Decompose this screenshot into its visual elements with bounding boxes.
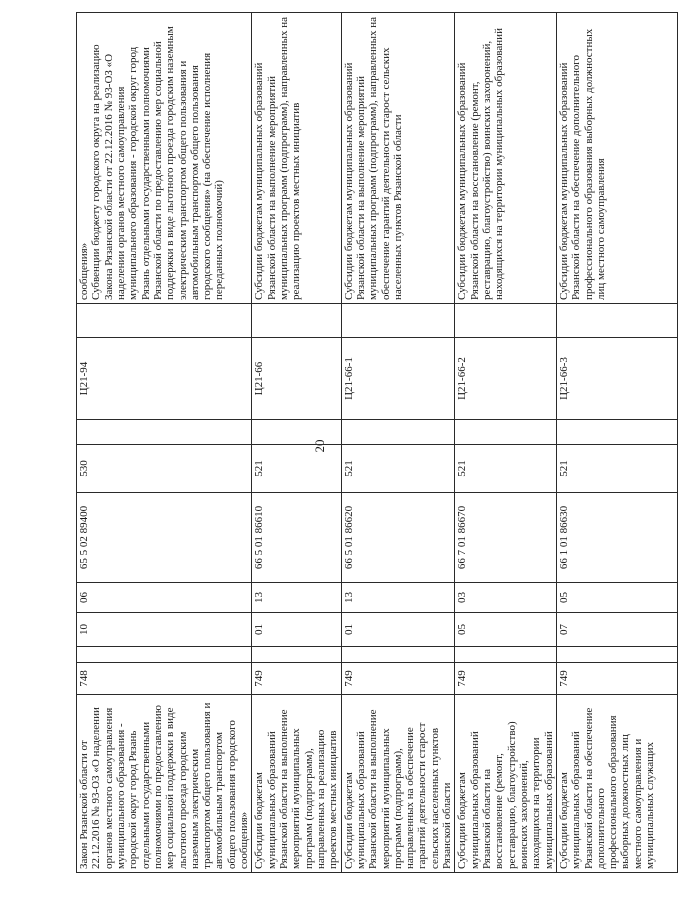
row-name: Субсидии бюджетам муниципальных образований Рязанской области на обеспечение дополнительного профессионального образования выборных должностных лиц местного самоуправления и муниципальных служащих — [556, 695, 677, 873]
row-grbs: 749 — [252, 663, 341, 695]
row-name: Субсидии бюджетам муниципальных образований Рязанской области на выполнение мероприятий муниципальных программ (подпрограмм), направленных на реализацию проектов местных инициатив — [252, 695, 341, 873]
empty-cell — [455, 420, 557, 445]
table-row — [556, 13, 677, 873]
empty-cell — [252, 420, 341, 445]
row-code: Ц21-66 — [252, 338, 341, 420]
empty-cell — [455, 304, 557, 338]
empty-cell — [455, 647, 557, 663]
row-description: Субсидии бюджетам муниципальных образований Рязанской области на обеспечение дополнительного профессионального образования выборных должностных лиц местного самоуправления — [556, 13, 677, 304]
row-code: Ц21-94 — [77, 338, 252, 420]
row-rz: 07 — [556, 613, 677, 647]
row-csr: 66 7 01 86670 — [455, 493, 557, 583]
row-vr: 521 — [252, 445, 341, 493]
row-pr: 06 — [77, 583, 252, 613]
row-csr: 66 1 01 86630 — [556, 493, 677, 583]
row-rz: 01 — [252, 613, 341, 647]
row-grbs: 749 — [556, 663, 677, 695]
row-vr: 521 — [556, 445, 677, 493]
row-description: Субсидии бюджетам муниципальных образований Рязанской области на восстановление (ремонт, реставрацию, благоустройство) воинских захоронений, находящихся на территории муниципальных образований — [455, 13, 557, 304]
table-row — [252, 13, 341, 873]
empty-cell — [341, 304, 455, 338]
empty-cell — [556, 304, 677, 338]
row-pr: 05 — [556, 583, 677, 613]
row-vr: 521 — [341, 445, 455, 493]
row-grbs: 748 — [77, 663, 252, 695]
empty-cell — [341, 647, 455, 663]
row-pr: 13 — [341, 583, 455, 613]
empty-cell — [556, 420, 677, 445]
row-rz: 05 — [455, 613, 557, 647]
row-name: Субсидии бюджетам муниципальных образований Рязанской области на восстановление (ремонт, реставрацию, благоустройство) воинских захоронений, находящихся на территории муниципальных образований — [455, 695, 557, 873]
row-name: Закон Рязанской области от 22.12.2016 № 93-ОЗ «О наделении органов местного самоуправления муниципального образования - городской округ город Рязань отдельными государственными полномочиями по предоставлению мер социальной поддержки в виде льготного проезда городским наземным электрическим транспортом общего пользования и автомобильным транспортом общего пользования городского сообщения» — [77, 695, 252, 873]
row-csr: 65 5 02 89400 — [77, 493, 252, 583]
empty-cell — [77, 647, 252, 663]
row-description: Субсидии бюджетам муниципальных образований Рязанской области на выполнение мероприятий муниципальных программ (подпрограмм), направленных на обеспечение гарантий деятельности старост сельских населенных пунктов Рязанской области — [341, 13, 455, 304]
empty-cell — [341, 420, 455, 445]
row-grbs: 749 — [341, 663, 455, 695]
page-number: 20 — [312, 439, 327, 453]
table-row — [77, 13, 252, 873]
rotated-table-container — [76, 13, 657, 873]
empty-cell — [556, 647, 677, 663]
empty-cell — [77, 304, 252, 338]
row-code: Ц21-66-2 — [455, 338, 557, 420]
row-pr: 13 — [252, 583, 341, 613]
row-grbs: 749 — [455, 663, 557, 695]
table-row — [455, 13, 557, 873]
row-csr: 66 5 01 86620 — [341, 493, 455, 583]
empty-cell — [77, 420, 252, 445]
budget-codes-table — [76, 12, 678, 873]
empty-cell — [252, 304, 341, 338]
row-description: сообщения» Субвенции бюджету городского округа на реализацию Закона Рязанской области от 22.12.2016 № 93-ОЗ «О наделении органов местного самоуправления муниципального образования - городской округ город Рязань отдельными государственными полномочиями Рязанской области по предоставлению мер социальной поддержки в виде льготного проезда городским наземным электрическим транспортом общего пользования и автомобильным транспортом общего пользования городского сообщения» (на обеспечение исполнения переданных полномочий) — [77, 13, 252, 304]
row-code: Ц21-66-3 — [556, 338, 677, 420]
row-vr: 530 — [77, 445, 252, 493]
row-csr: 66 5 01 86610 — [252, 493, 341, 583]
row-code: Ц21-66-1 — [341, 338, 455, 420]
row-vr: 521 — [455, 445, 557, 493]
table-row — [341, 13, 455, 873]
row-name: Субсидии бюджетам муниципальных образований Рязанской области на выполнение мероприятий муниципальных программ (подпрограмм), направленных на обеспечение гарантий деятельности старост сельских населенных пунктов Рязанской области — [341, 695, 455, 873]
row-description: Субсидии бюджетам муниципальных образований Рязанской области на выполнение мероприятий муниципальных программ (подпрограмм), направленных на реализацию проектов местных инициатив — [252, 13, 341, 304]
row-pr: 03 — [455, 583, 557, 613]
empty-cell — [252, 647, 341, 663]
row-rz: 01 — [341, 613, 455, 647]
row-rz: 10 — [77, 613, 252, 647]
